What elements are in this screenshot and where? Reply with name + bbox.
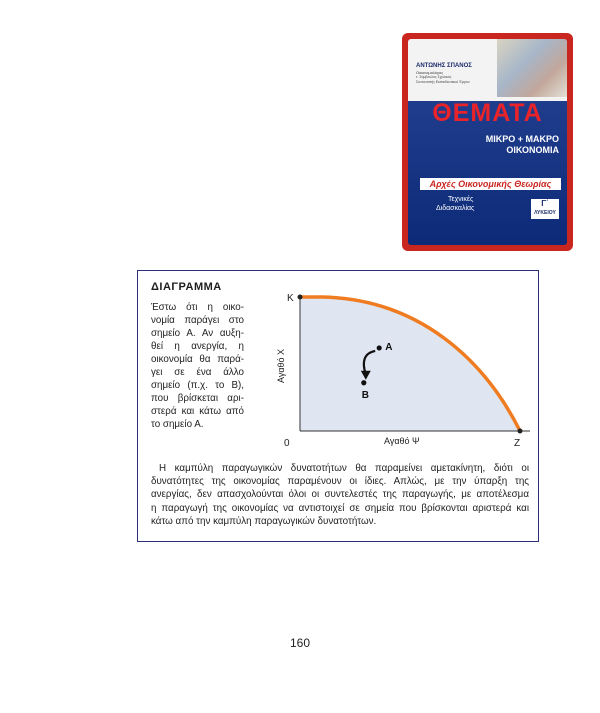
cover-author: ΑΝΤΩΝΗΣ ΣΠΑΝΟΣ [416, 63, 472, 69]
footer-text-line: δυνατότητες της οικονομίας παραμένουν οι ίδιες. Απλώς, με την ύπαρξη της [151, 476, 529, 488]
side-text-line: νομία παράγει στο [151, 315, 244, 326]
cover-author-note: Συντονιστής Εκπαιδευτικού Έργου [416, 80, 470, 84]
grade-badge-school: ΛΥΚΕΙΟΥ [534, 210, 556, 216]
side-text-line: θεί η ανεργία, η [151, 341, 244, 352]
grade-badge-grade: Γ΄ [541, 199, 549, 208]
point-a-label: A [385, 341, 393, 353]
side-text-line: γει σε ένα άλλο [151, 367, 244, 378]
cover-tech-label: Τεχνικές [448, 196, 474, 203]
footer-text-line: Η καμπύλη παραγωγικών δυνατοτήτων θα παραμείνει αμετακίνητη, διότι οι [159, 463, 529, 474]
y-axis-label: Αγαθό Χ [276, 348, 286, 383]
diagram-box [137, 270, 539, 542]
diagram-side-text [151, 301, 244, 431]
cover-subtitle: ΟΙΚΟΝΟΜΙΑ [506, 145, 559, 155]
grade-badge [531, 199, 559, 219]
cover-band: Αρχές Οικονομικής Θεωρίας [420, 178, 561, 190]
point-z-label: Z [514, 438, 521, 449]
cover-tech-label: Διδασκαλίας [436, 205, 475, 212]
cover-title: ΘΕΜΑΤΑ [432, 99, 543, 127]
footer-text-line: ανεργίας, δεν απασχολούνται όλοι οι συντελεστές της παραγωγής, με αποτέλεσμα [151, 489, 529, 501]
side-text-line: Έστω ότι η οικο- [151, 302, 244, 313]
side-text-line: στερά και κάτω από [151, 406, 244, 417]
point-k-label: K [287, 293, 294, 304]
cover-subtitle: ΜΙΚΡΟ + ΜΑΚΡΟ [485, 134, 559, 144]
side-text-line: το σημείο Α. [151, 419, 204, 430]
point-a-marker [377, 345, 382, 350]
footer-text-line: κάτω από την καμπύλη παραγωγικών δυνατοτήτων. [151, 515, 377, 527]
side-text-line: σημείο Α. Αν αυξη- [151, 328, 244, 339]
side-text-line: σημείο (π.χ. το Β), [151, 380, 244, 391]
origin-label: 0 [284, 438, 290, 449]
cover-author-note: τ. Σύμβουλος Σχολικός [416, 75, 452, 79]
footer-text-line: η παραγωγή της οικονομίας να αντιστοιχεί σε σημεία που βρίσκονται αριστερά και [151, 502, 529, 514]
side-text-line: που βρίσκεται αρι- [151, 393, 244, 404]
cover-author-title: Οικονομολόγος [416, 70, 444, 75]
x-axis-label: Αγαθό Ψ [384, 436, 420, 446]
banknotes-image [497, 39, 567, 97]
point-b-marker [361, 380, 366, 385]
point-z-marker [518, 429, 523, 434]
point-k-marker [298, 295, 303, 300]
book-cover-panel [408, 39, 567, 245]
page-number: 160 [289, 636, 311, 650]
diagram-footer-text [151, 462, 529, 528]
book-cover [402, 33, 573, 251]
ppf-chart [276, 285, 536, 457]
point-b-label: B [361, 389, 370, 401]
diagram-heading: ΔΙΑΓΡΑΜΜΑ [151, 281, 222, 293]
side-text-line: οικονομία θα παρά- [151, 354, 244, 365]
